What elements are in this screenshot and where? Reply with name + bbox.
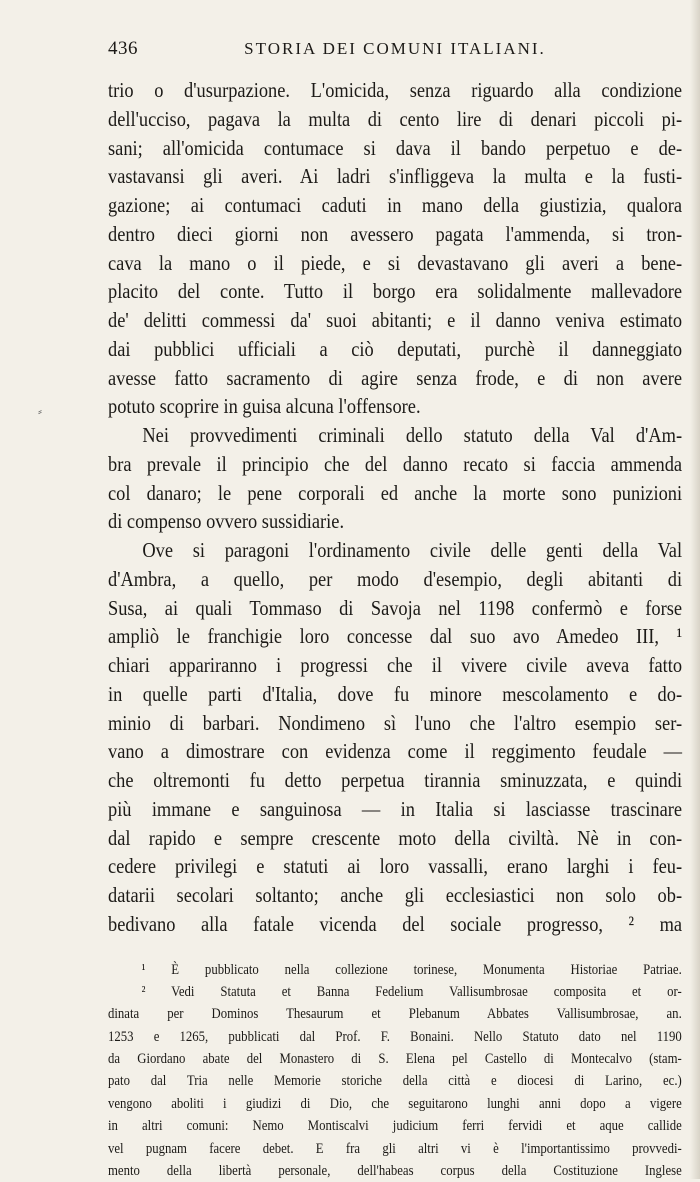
footnote-line: da Giordano abate del Monastero di S. Elena pel Castello di Montecalvo (stam-	[108, 1048, 682, 1070]
running-title: STORIA DEI COMUNI ITALIANI.	[168, 39, 682, 59]
footnote-line: ¹ È pubblicato nella collezione torinese, Monumenta Historiae Patriae.	[108, 959, 682, 981]
footnote-line: mento della libertà personale, dell'habeas corpus della Costituzione Inglese	[108, 1160, 682, 1182]
footnote-line: vel pugnam facere debet. E fra gli altri vi è l'importantissimo provvedi-	[108, 1138, 682, 1160]
text-line: trio o d'usurpazione. L'omicida, senza riguardo alla condizione	[108, 76, 682, 105]
text-line: dell'ucciso, pagava la multa di cento lire di denari piccoli pi-	[108, 105, 682, 134]
text-line: Susa, ai quali Tommaso di Savoja nel 1198 confermò e forse	[108, 594, 682, 623]
margin-mark: ⸗	[38, 404, 42, 419]
text-line: di compenso ovvero sussidiarie.	[108, 507, 682, 536]
footnote-line: dinata per Dominos Thesaurum et Plebanum Abbates Vallisumbrosae, an.	[108, 1003, 682, 1025]
text-line: chiari appariranno i progressi che il vivere civile aveva fatto	[108, 651, 682, 680]
text-line: cedere privilegi e statuti ai loro vassalli, erano larghi i feu-	[108, 852, 682, 881]
text-line: potuto scoprire in guisa alcuna l'offensore.	[108, 392, 682, 421]
text-line: col danaro; le pene corporali ed anche la morte sono punizioni	[108, 479, 682, 508]
text-line: dai pubblici ufficiali a ciò deputati, purchè il danneggiato	[108, 335, 682, 364]
footnote-line: vengono aboliti i giudizi di Dio, che seguitarono lunghi anni dopo a vigere	[108, 1093, 682, 1115]
footnote-line: 1253 e 1265, pubblicati dal Prof. F. Bonaini. Nello Statuto dato nel 1190	[108, 1026, 682, 1048]
text-line: vastavansi gli averi. Ai ladri s'infliggeva la multa e la fusti-	[108, 162, 682, 191]
text-line: gazione; ai contumaci caduti in mano della giustizia, qualora	[108, 191, 682, 220]
text-line: d'Ambra, a quello, per modo d'esempio, degli abitanti di	[108, 565, 682, 594]
main-text	[108, 76, 682, 939]
text-line: sani; all'omicida contumace si dava il bando perpetuo e de-	[108, 134, 682, 163]
page-header	[108, 38, 682, 72]
text-line: più immane e sanguinosa — in Italia si lasciasse trascinare	[108, 795, 682, 824]
text-line: Ove si paragoni l'ordinamento civile delle genti della Val	[108, 536, 682, 565]
footnote-line: ² Vedi Statuta et Banna Fedelium Vallisumbrosae composita et or-	[108, 981, 682, 1003]
text-line: avesse fatto sacramento di agire senza frode, e di non avere	[108, 364, 682, 393]
text-line: cava la mano o il piede, e si devastavano gli averi a bene-	[108, 249, 682, 278]
text-line: placito del conte. Tutto il borgo era solidalmente mallevadore	[108, 277, 682, 306]
text-line: dal rapido e sempre crescente moto della civiltà. Nè in con-	[108, 824, 682, 853]
text-line: vano a dimostrare con evidenza come il reggimento feudale —	[108, 737, 682, 766]
footnotes	[108, 959, 682, 1182]
text-line: in quelle parti d'Italia, dove fu minore mescolamento e do-	[108, 680, 682, 709]
book-page	[108, 38, 682, 1182]
text-line: Nei provvedimenti criminali dello statuto della Val d'Am-	[108, 421, 682, 450]
text-line: bedivano alla fatale vicenda del sociale progresso, ² ma	[108, 910, 682, 939]
text-line: che oltremonti fu detto perpetua tirannia sminuzzata, e quindi	[108, 766, 682, 795]
text-line: minio di barbari. Nondimeno sì l'uno che l'altro esempio ser-	[108, 709, 682, 738]
text-line: ampliò le franchigie loro concesse dal suo avo Amedeo III, ¹	[108, 622, 682, 651]
text-line: de' delitti commessi da' suoi abitanti; e il danno veniva estimato	[108, 306, 682, 335]
page-edge-shadow	[690, 0, 700, 1179]
page-number: 436	[108, 38, 168, 60]
footnote-separator	[108, 939, 682, 959]
footnote-line: pato dal Tria nelle Memorie storiche della città e diocesi di Larino, ec.)	[108, 1070, 682, 1092]
text-line: dentro dieci giorni non avessero pagata l'ammenda, si tron-	[108, 220, 682, 249]
footnote-line: in altri comuni: Nemo Montiscalvi judicium ferri fervidi et aque callide	[108, 1115, 682, 1137]
text-line: datarii secolari soltanto; anche gli ecclesiastici non solo ob-	[108, 881, 682, 910]
text-line: bra prevale il principio che del danno recato si faccia ammenda	[108, 450, 682, 479]
